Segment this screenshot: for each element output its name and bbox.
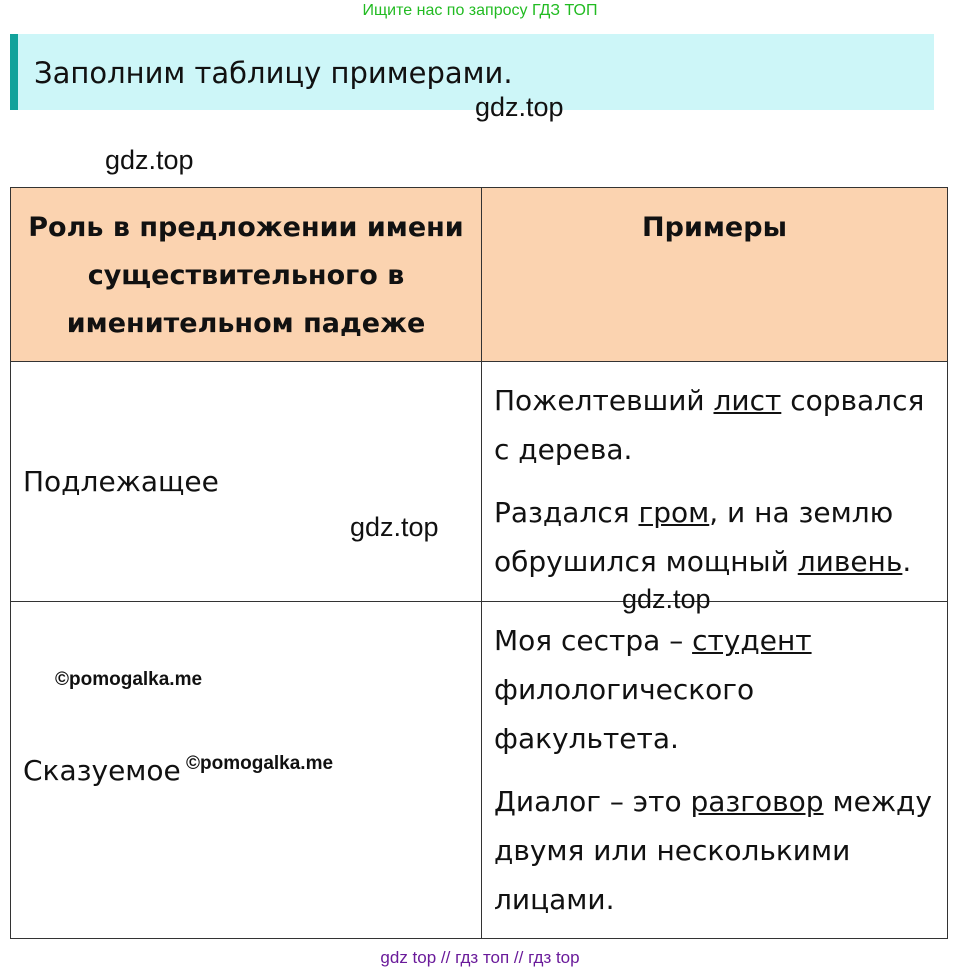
examples-table — [10, 187, 948, 939]
underlined-word: студент — [692, 624, 812, 657]
table-row — [11, 602, 948, 939]
watermark-gdz: gdz.top — [350, 512, 439, 542]
examples-cell — [482, 602, 948, 939]
table-row — [11, 362, 948, 602]
watermark-gdz: gdz.top — [622, 584, 711, 614]
header-role: Роль в предложении имени существительного в именительном падеже — [11, 188, 482, 362]
example-sentence: Раздался гром, и на землю обрушился мощный ливень. — [494, 496, 912, 578]
watermark-gdz: gdz.top — [475, 92, 564, 122]
table-header-row — [11, 188, 948, 362]
page-title: Заполним таблицу примерами. — [34, 56, 513, 90]
example-sentence: Диалог – это разговор между двумя или несколькими лицами. — [494, 785, 932, 916]
role-cell: Подлежащее — [11, 362, 482, 602]
underlined-word: гром — [638, 496, 710, 529]
underlined-word: ливень — [797, 545, 903, 578]
top-banner: Ищите нас по запросу ГДЗ ТОП — [362, 2, 598, 19]
example-sentence: Моя сестра – студент филологического факультета. — [494, 624, 812, 755]
examples-cell — [482, 362, 948, 602]
underlined-word: лист — [713, 384, 782, 417]
header-examples: Примеры — [482, 188, 948, 362]
footer-links: gdz top // гдз топ // гдз top — [380, 948, 580, 967]
watermark-pomogalka: ©pomogalka.me — [186, 753, 334, 774]
example-sentence: Пожелтевший лист сорвался с дерева. — [494, 384, 925, 466]
watermark-pomogalka: ©pomogalka.me — [55, 669, 203, 690]
underlined-word: разговор — [690, 785, 824, 818]
watermark-gdz: gdz.top — [105, 145, 194, 175]
title-box — [10, 34, 934, 110]
role-cell: Сказуемое — [11, 602, 482, 939]
